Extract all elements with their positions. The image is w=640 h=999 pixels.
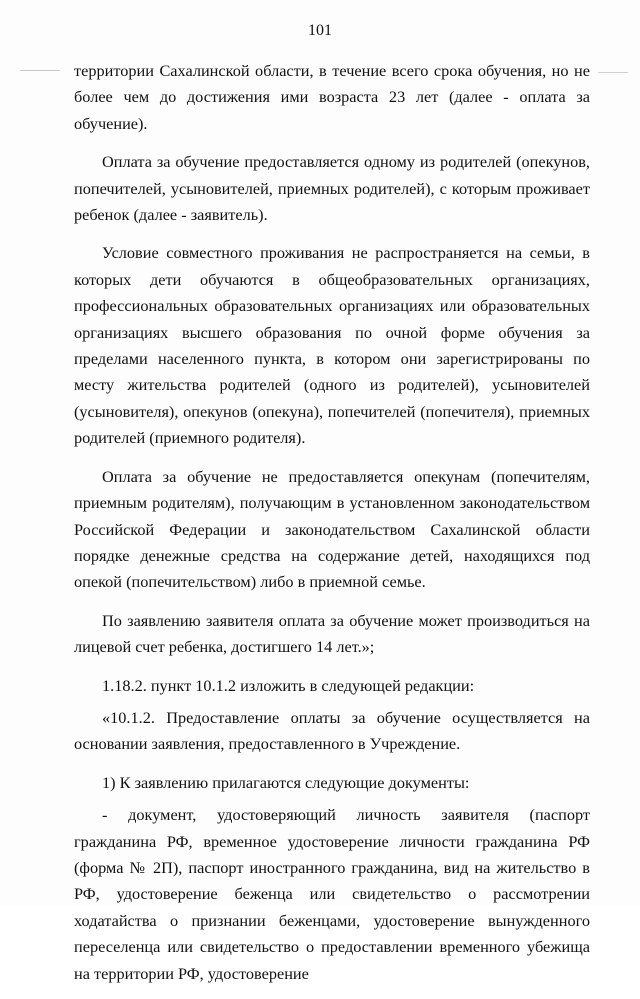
paragraph-clause-10-1-2: «10.1.2. Предоставление оплаты за обучение осуществляется на основании заявления, предоставленного в Учреждение. xyxy=(74,707,590,754)
paragraph-child-account: По заявлению заявителя оплата за обучение может производиться на лицевой счет ребенка, достигшего 14 лет.»; xyxy=(74,610,590,657)
paragraph-payment-recipient: Оплата за обучение предоставляется одному из родителей (опекунов, попечителей, усыновителей, приемных родителей), с которым проживает ребенок (далее - заявитель). xyxy=(74,152,590,225)
paragraph-payment-exclusion: Оплата за обучение не предоставляется опекунам (попечителям, приемным родителям), получающим в установленном законодательством Российской Федерации и законодательством Сахалинской области порядке денежные средства на содержание детей, находящихся под опекой (попечительством) либо в приемной семье. xyxy=(74,466,590,592)
paragraph-identity-document: - документ, удостоверяющий личность заявителя (паспорт гражданина РФ, временное удостоверение личности гражданина РФ (форма № 2П), паспорт иностранного гражданина, вид на жительство в РФ, удостоверение беженца или свидетельство о рассмотрении ходатайства о признании беженцами, удостоверение вынужденного переселенца или свидетельство о предоставлении временного убежища на территории РФ, удостоверение xyxy=(74,805,590,983)
paragraph-continuation: территории Сахалинской области, в течение всего срока обучения, но не более чем до достижения ими возраста 23 лет (далее - оплата за обучение). xyxy=(74,61,590,133)
scan-artifact-right xyxy=(598,72,628,73)
paragraph-cohabitation-condition: Условие совместного проживания не распространяется на семьи, в которых дети обучаются в общеобразовательных организациях, профессиональных образовательных организациях или образовательных организациях высшего образования по очной форме обучения за пределами населенного пункта, в котором они зарегистрированы по месту жительства родителей (одного из родителей), усыновителей (усыновителя), опекунов (опекуна), попечителей (попечителя), приемных родителей (приемного родителя). xyxy=(74,243,590,448)
paragraph-documents-list-intro: 1) К заявлению прилагаются следующие документы: xyxy=(102,772,470,792)
document-body xyxy=(74,58,590,999)
paragraph-amendment-clause: 1.18.2. пункт 10.1.2 изложить в следующей редакции: xyxy=(102,675,475,695)
page-number: 101 xyxy=(308,22,332,39)
scan-artifact-left xyxy=(20,70,60,71)
